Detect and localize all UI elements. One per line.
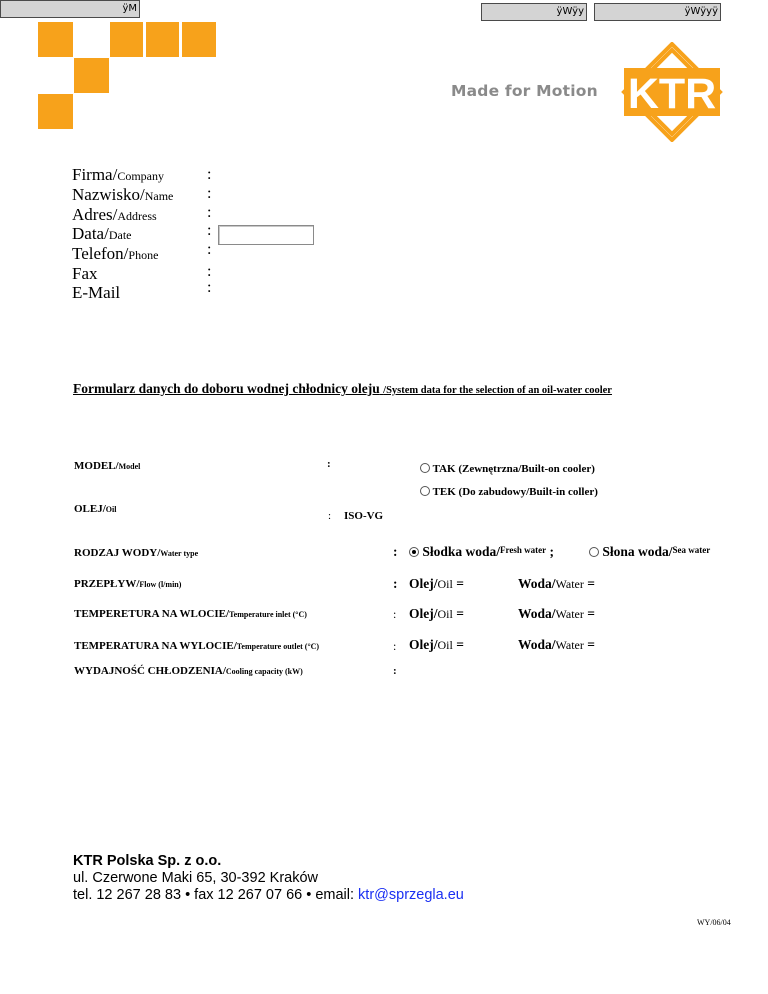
model-colon: :	[327, 458, 331, 470]
brand-text: KTR	[627, 70, 717, 118]
form-button-1[interactable]: ÿM	[0, 0, 140, 18]
document-code: WY/06/04	[697, 918, 731, 927]
field-email: E-Mail	[72, 282, 121, 302]
flow-oil: Olej/Oil =	[409, 576, 464, 591]
street-address: ul. Czerwone Maki 65, 30-392 Kraków	[73, 870, 319, 886]
oil-colon: :	[328, 510, 332, 522]
flow-label: PRZEPŁYW/Flow (l/min)	[74, 578, 182, 590]
temp-outlet-water: Woda/Water =	[518, 637, 595, 652]
model-option-tak[interactable]: TAK (Zewnętrzna/Built-on cooler)	[420, 463, 595, 475]
temp-inlet-water: Woda/Water =	[518, 606, 595, 621]
water-type-label: RODZAJ WODY/Water type	[74, 547, 199, 559]
capacity-label: WYDAJNOŚĆ CHŁODZENIA/Cooling capacity (kW)	[74, 665, 303, 677]
temp-outlet-oil: Olej/Oil =	[409, 637, 464, 652]
water-fresh-option[interactable]: Słodka woda/$^{Fresh water}$ ;	[409, 544, 554, 560]
field-address: Adres/Address	[72, 204, 157, 224]
field-phone: Telefon/Phone	[72, 244, 159, 264]
company-name: KTR Polska Sp. z o.o.	[73, 853, 222, 869]
radio-sea-water[interactable]	[589, 547, 599, 557]
oil-label: OLEJ/Oil	[74, 503, 117, 515]
contact-labels	[72, 166, 173, 303]
temp-outlet-label: TEMPERATURA NA WYLOCIE/Temperature outlet (°C)	[74, 640, 320, 652]
field-name: Nazwisko/Name	[72, 184, 174, 204]
email-link[interactable]: ktr@sprzegla.eu	[358, 887, 464, 903]
radio-tek[interactable]	[420, 486, 430, 496]
date-input[interactable]	[218, 225, 314, 245]
contact-colons: : : : : : : :	[207, 166, 212, 296]
field-date: Data/Date	[72, 224, 132, 244]
water-type-colon: :	[393, 544, 398, 559]
form-title: Formularz danych do doboru wodnej chłodnicy oleju /System data for the selection of an oil-water cooler	[73, 381, 612, 396]
contact-line: tel. 12 267 28 83 • fax 12 267 07 66 • email: ktr@sprzegla.eu	[73, 887, 464, 903]
form-button-3[interactable]: ÿWÿyÿ	[594, 3, 721, 21]
oil-value: ISO-VG	[344, 510, 384, 522]
model-label: MODEL/Model	[74, 460, 141, 472]
field-company: Firma/Company	[72, 165, 165, 184]
radio-tak[interactable]	[420, 463, 430, 473]
temp-inlet-oil: Olej/Oil =	[409, 606, 464, 621]
water-sea-option[interactable]: Słona woda/$^{Sea water}$	[589, 544, 710, 560]
temp-inlet-label: TEMPERETURA NA WLOCIE/Temperature inlet (°C)	[74, 608, 307, 620]
model-option-tek[interactable]: TEK (Do zabudowy/Built-in coller)	[420, 486, 598, 498]
tagline: Made for Motion	[451, 82, 598, 100]
form-button-2[interactable]: ÿWÿy	[481, 3, 587, 21]
flow-water: Woda/Water =	[518, 576, 595, 591]
ktr-logo	[620, 42, 724, 142]
footer-address	[73, 853, 464, 904]
field-fax: Fax	[72, 263, 98, 283]
radio-fresh-water[interactable]	[409, 547, 419, 557]
